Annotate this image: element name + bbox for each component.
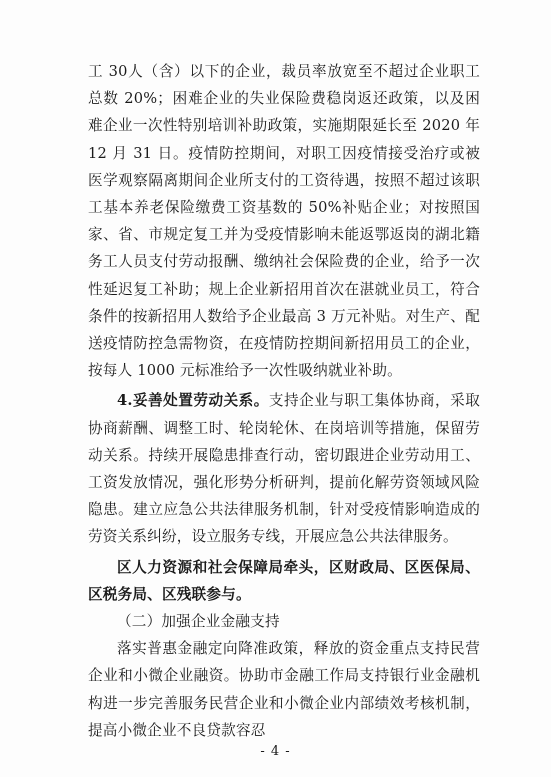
continuation-paragraph: 工 30人（含）以下的企业，裁员率放宽至不超过企业职工总数 20%；困难企业的失业保险费稳岗返还政策，以及困难企业一次性特别培训补助政策，实施期限延长至 2020 年 12 月 31 日。疫情防控期间，对职工因疫情接受治疗或被医学观察隔离期间企业所支付的工资待遇，按照不超过该职工基本养老保险缴费工资基数的 50%补贴企业；对按照国家、省、市规定复工并为受疫情影响未能返鄂返岗的湖北籍务工人员支付劳动报酬、缴纳社会保险费的企业，给予一次性延迟复工补助；规上企业新招用首次在湛就业员工，符合条件的按新招用人数给予企业最高 3 万元补贴。对生产、配送疫情防控急需物资，在疫情防控期间新招用员工的企业，按每人 1000 元标准给予一次性吸纳就业补助。 bbox=[88, 63, 480, 380]
page-body bbox=[88, 58, 480, 744]
section-heading: （二）加强企业金融支持 bbox=[117, 613, 280, 631]
labor-relations-paragraph bbox=[88, 387, 480, 550]
responsible-departments: 区人力资源和社会保障局牵头，区财政局、区医保局、区税务局、区残联参与。 bbox=[88, 558, 480, 603]
item-body: 支持企业与职工集体协商，采取协商薪酬、调整工时、轮岗轮休、在岗培训等措施，保留劳动关系。持续开展隐患排查行动，密切跟进企业劳动用工、工资发放情况，强化形势分析研判，提前化解劳资领域风险隐患。建立应急公共法律服务机制，针对受疫情影响造成的劳资关系纠纷，设立服务专线，开展应急公共法律服务。 bbox=[88, 392, 480, 546]
item-heading: 4.妥善处置劳动关系。 bbox=[117, 392, 269, 410]
body-paragraph: 落实普惠金融定向降准政策，释放的资金重点支持民营企业和小微企业融资。协助市金融工作局支持银行业金融机构进一步完善服务民营企业和小微企业内部绩效考核机制，提高小微企业不良贷款容忍 bbox=[88, 640, 480, 739]
page-number: - 4 - bbox=[260, 744, 291, 759]
